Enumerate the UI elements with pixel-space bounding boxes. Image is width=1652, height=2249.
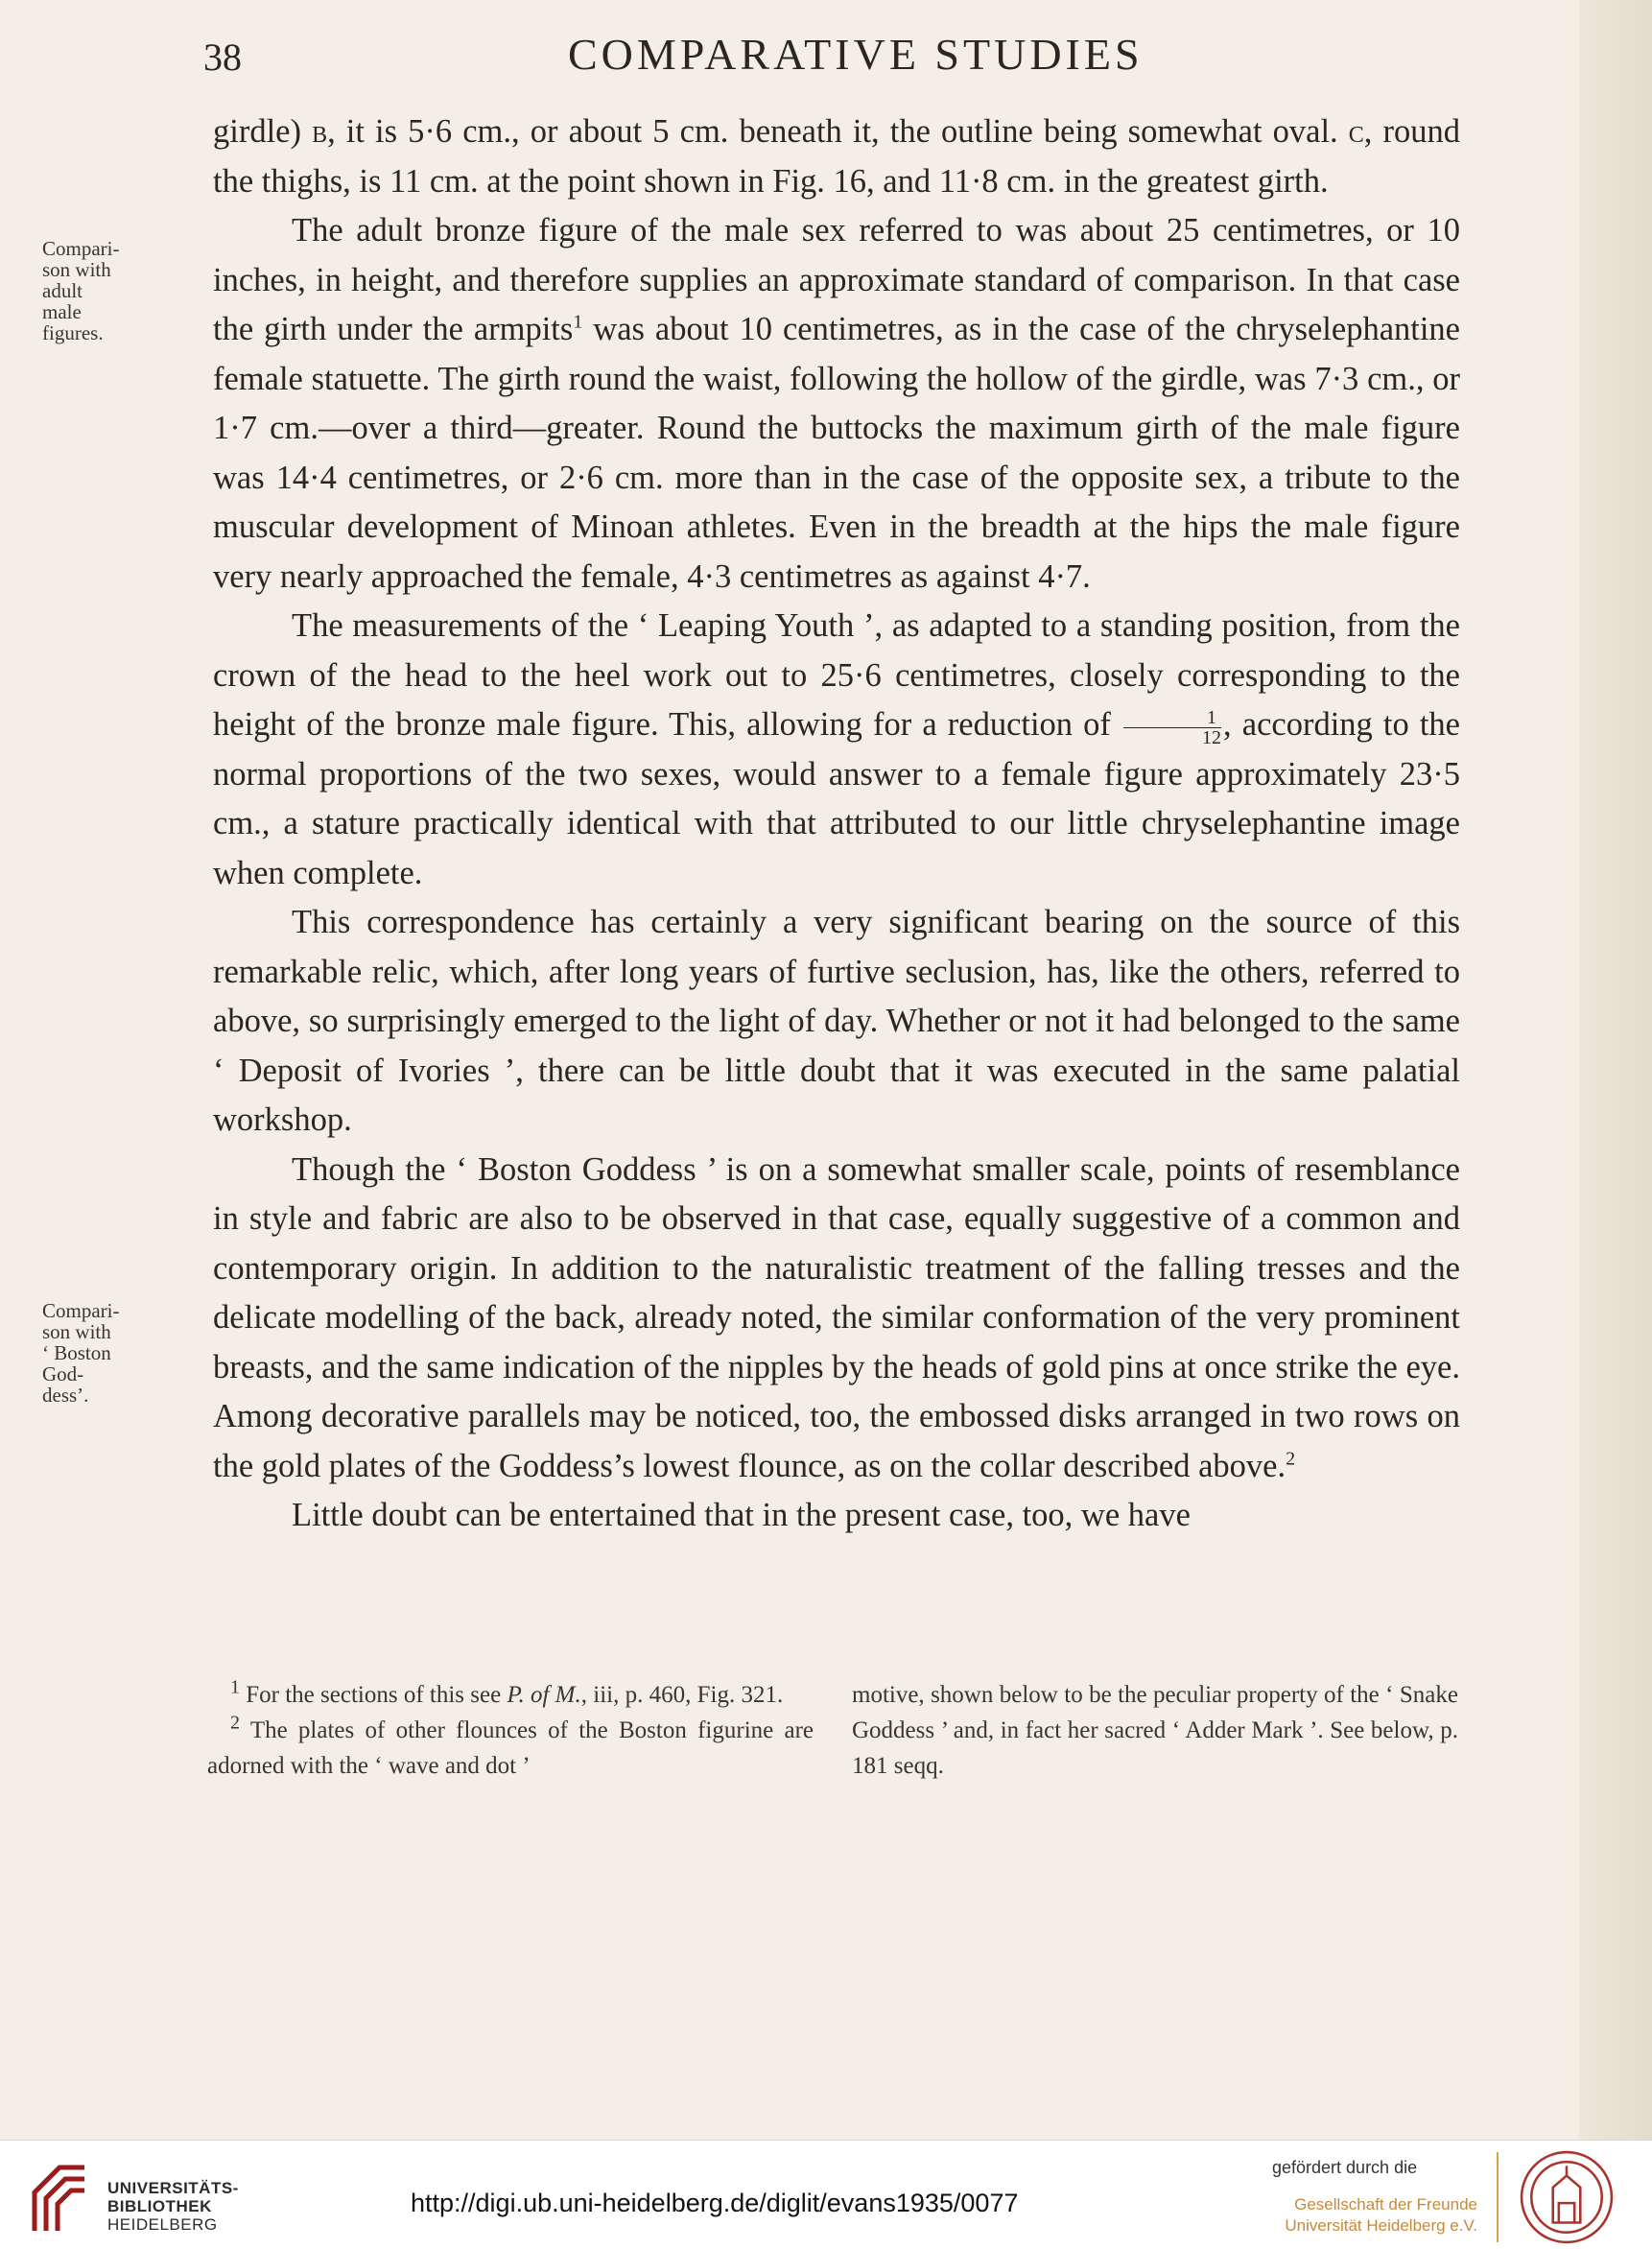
text-run: girdle)	[213, 113, 313, 150]
permalink-url[interactable]: http://digi.ub.uni-heidelberg.de/diglit/evans1935/0077	[411, 2189, 1019, 2217]
text-run: was about 10 centimetres, as in the case of the chryselephantine female statuette. The girth round the waist, following the hollow of the girdle, was 7·3 cm., or 1·7 cm.—over a third—greater. Round the buttocks the maximum girth of the male figure was 14·4 centimetres, or 2·6 cm. more than in the case of the opposite sex, a tribute to the muscular development of Minoan athletes. Even in the breadth at the hips the male figure very nearly approached the female, 4·3 centimetres as against 4·7.	[213, 311, 1460, 595]
italic-citation: P. of M.	[507, 1682, 581, 1708]
sidenote-line: Compari-	[42, 237, 120, 260]
sidenote-line: son with	[42, 1320, 111, 1343]
university-seal-icon	[1518, 2148, 1616, 2246]
footnote-ref: 2	[1286, 1448, 1296, 1469]
library-name-line: BIBLIOTHEK	[107, 2197, 212, 2215]
paragraph-1	[213, 107, 1460, 206]
digitization-footer	[0, 2140, 1652, 2249]
society-name	[1280, 2194, 1477, 2237]
sidenote-line: figures.	[42, 321, 104, 344]
footnotes-column-right	[852, 1677, 1458, 1784]
sidenote-line: male	[42, 300, 82, 323]
funded-by-label: gefördert durch die	[1272, 2158, 1418, 2177]
page-gutter-shadow	[1579, 0, 1652, 2140]
footnote-mark: 2	[230, 1712, 240, 1734]
figure-letter: c	[1348, 113, 1364, 150]
text-run: The plates of other flounces of the Boston figurine are adorned with the ‘ wave and dot ’	[207, 1717, 814, 1779]
text-run: Though the ‘ Boston Goddess ’ is on a somewhat smaller scale, points of resemblance in style and fabric are also to be observed in that case, equally suggestive of a common and contemporary origin. In addition to the naturalistic treatment of the falling tresses and the delicate modelling of the back, already noted, the similar conformation of the very prominent breasts, and the same indication of the nipples by the heads of gold pins at once strike the eye. Among decorative parallels may be noticed, too, the embossed disks arranged in two rows on the gold plates of the Goddess’s lowest flounce, as on the collar described above.	[213, 1150, 1460, 1484]
text-run: , iii, p. 460, Fig. 321.	[580, 1682, 784, 1708]
fraction-denominator: 12	[1202, 726, 1222, 748]
footnote-2	[207, 1713, 814, 1784]
running-title: COMPARATIVE STUDIES	[568, 30, 1144, 79]
sidenote-line: ‘ Boston	[42, 1341, 111, 1364]
text-run: The measurements of the ‘ Leaping Youth ’, as adapted to a standing position, from the crown of the head to the heel work out to 25·6 centimetres, closely corresponding to the height of the bronze male figure. This, allowing for a reduction of	[213, 607, 1460, 743]
fraction	[1123, 708, 1221, 747]
library-name-line: UNIVERSITÄTS-	[107, 2179, 239, 2197]
text-run: The adult bronze figure of the male sex referred to was about 25 centimetres, or 10 inches, in height, and therefore supplies an approximate standard of comparison. In that case the girth under the armpits	[213, 212, 1460, 347]
sidenote-adult-male-figures	[42, 238, 186, 343]
text-run: , round the thighs, is 11 cm. at the point shown in Fig. 16, and 11·8 cm. in the greatest girth.	[213, 113, 1460, 200]
library-name	[107, 2179, 239, 2234]
library-name-line: HEIDELBERG	[107, 2215, 218, 2234]
sidenote-line: adult	[42, 279, 83, 302]
text-run: motive, shown below to be the peculiar property of the ‘ Snake Goddess ’ and, in fact her sacred ‘ Adder Mark ’. See below, p. 181 seqq.	[852, 1682, 1458, 1779]
footer-divider	[1497, 2152, 1499, 2242]
library-logo-icon	[15, 2154, 98, 2237]
sidenote-line: God-	[42, 1362, 84, 1385]
sidenote-line: Compari-	[42, 1299, 120, 1322]
text-run: , it is 5·6 cm., or about 5 cm. beneath it, the outline being somewhat oval.	[327, 113, 1349, 150]
sidenote-line: dess’.	[42, 1384, 89, 1407]
footnotes-column-left	[207, 1677, 814, 1784]
footnote-mark: 1	[230, 1676, 240, 1698]
page-number: 38	[203, 36, 242, 79]
footnote-ref: 1	[573, 311, 583, 333]
paragraph-6: Little doubt can be entertained that in the present case, too, we have	[292, 1497, 1191, 1533]
paragraph-4: This correspondence has certainly a very significant bearing on the source of this remarkable relic, which, after long years of furtive seclusion, has, like the others, referred to above, so surprisingly emerged to the light of day. Whether or not it had belonged to the same ‘ Deposit of Ivories ’, there can be little doubt that it was executed in the same palatial workshop.	[213, 904, 1460, 1138]
society-name-line: Universität Heidelberg e.V.	[1285, 2216, 1477, 2235]
running-header	[203, 27, 1470, 88]
footnote-2-continued	[852, 1677, 1458, 1784]
paragraph-5	[213, 1146, 1460, 1492]
figure-letter: b	[312, 113, 328, 150]
society-name-line: Gesellschaft der Freunde	[1294, 2195, 1477, 2213]
sidenote-line: son with	[42, 258, 111, 281]
paragraph-3	[213, 602, 1460, 898]
footnote-1	[207, 1677, 814, 1713]
sidenote-boston-goddess	[42, 1300, 186, 1406]
fraction-numerator: 1	[1123, 708, 1221, 728]
paragraph-2	[213, 206, 1460, 602]
text-run: , according to the normal proportions of the two sexes, would answer to a female figure approximately 23·5 cm., a stature practically identical with that attributed to our little chryselephantine image when complete.	[213, 706, 1460, 891]
body-text	[213, 107, 1460, 1541]
text-run: For the sections of this see	[246, 1682, 507, 1708]
